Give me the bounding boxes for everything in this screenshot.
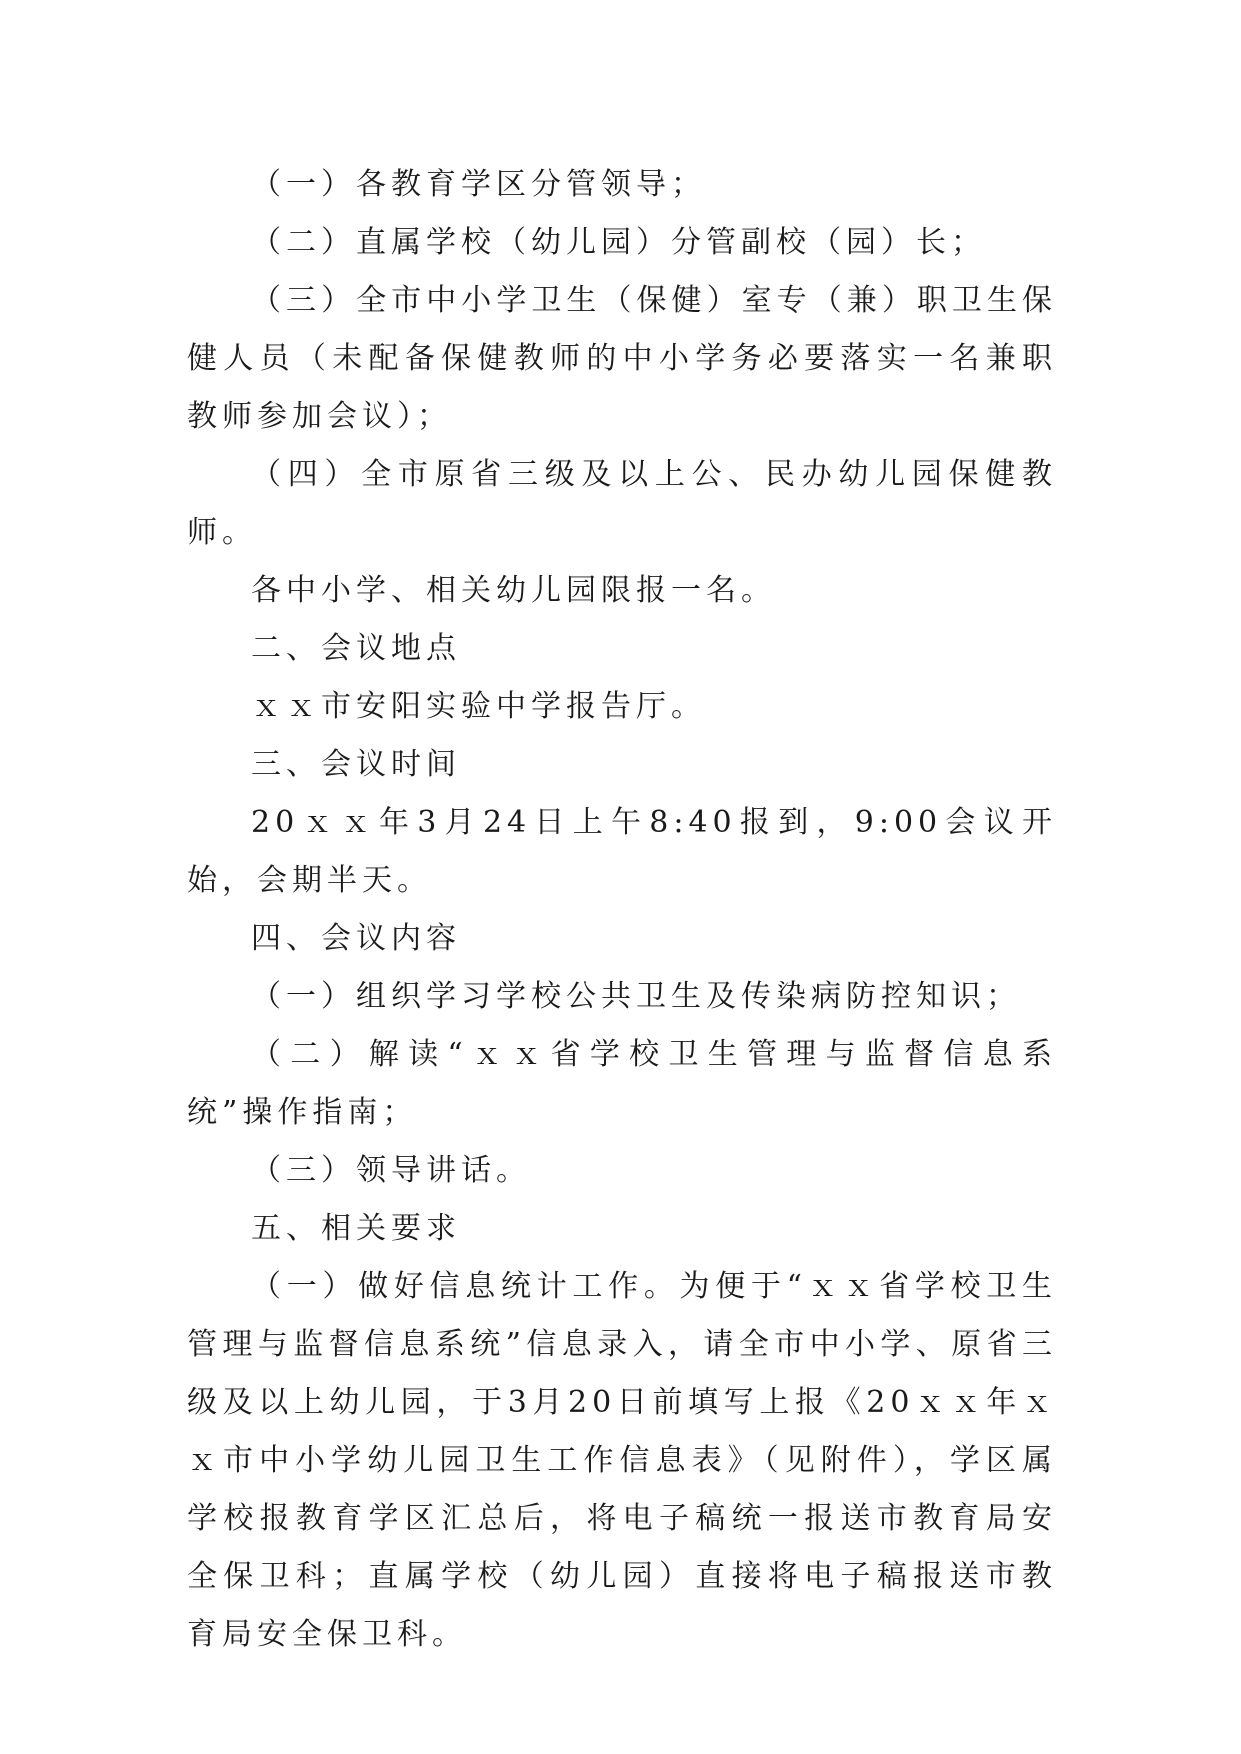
paragraph: （一）各教育学区分管领导； — [251, 167, 706, 202]
section-heading: 四、会议内容 — [251, 921, 461, 956]
paragraph: 20ｘｘ年3月24日上午8:40报到，9:00会议开始，会期半天。 — [187, 805, 1057, 898]
paragraph: 各中小学、相关幼儿园限报一名。 — [251, 573, 776, 608]
paragraph: （一）做好信息统计工作。为便于“ｘｘ省学校卫生管理与监督信息系统”信息录入，请全市中小学、原省三级及以上幼儿园，于3月20日前填写上报《20ｘｘ年ｘｘ市中小学幼儿园卫生工作信息表》（见附件），学区属学校报教育学区汇总后，将电子稿统一报送市教育局安全保卫科；直属学校（幼儿园）直接将电子稿报送市教育局安全保卫科。 — [187, 1269, 1057, 1652]
section-heading: 二、会议地点 — [251, 631, 461, 666]
paragraph: （二）解读“ｘｘ省学校卫生管理与监督信息系统”操作指南； — [187, 1037, 1057, 1130]
section-heading: 三、会议时间 — [251, 747, 461, 782]
paragraph: ｘｘ市安阳实验中学报告厅。 — [251, 689, 706, 724]
paragraph: （三）全市中小学卫生（保健）室专（兼）职卫生保健人员（未配备保健教师的中小学务必要落实一名兼职教师参加会议）； — [187, 283, 1057, 434]
paragraph: （一）组织学习学校公共卫生及传染病防控知识； — [251, 979, 1021, 1014]
paragraph: （三）领导讲话。 — [251, 1153, 531, 1188]
paragraph: （四）全市原省三级及以上公、民办幼儿园保健教师。 — [187, 457, 1057, 550]
section-heading: 五、相关要求 — [251, 1211, 461, 1246]
paragraph: （二）直属学校（幼儿园）分管副校（园）长； — [251, 225, 986, 260]
document-body — [187, 156, 1057, 1664]
